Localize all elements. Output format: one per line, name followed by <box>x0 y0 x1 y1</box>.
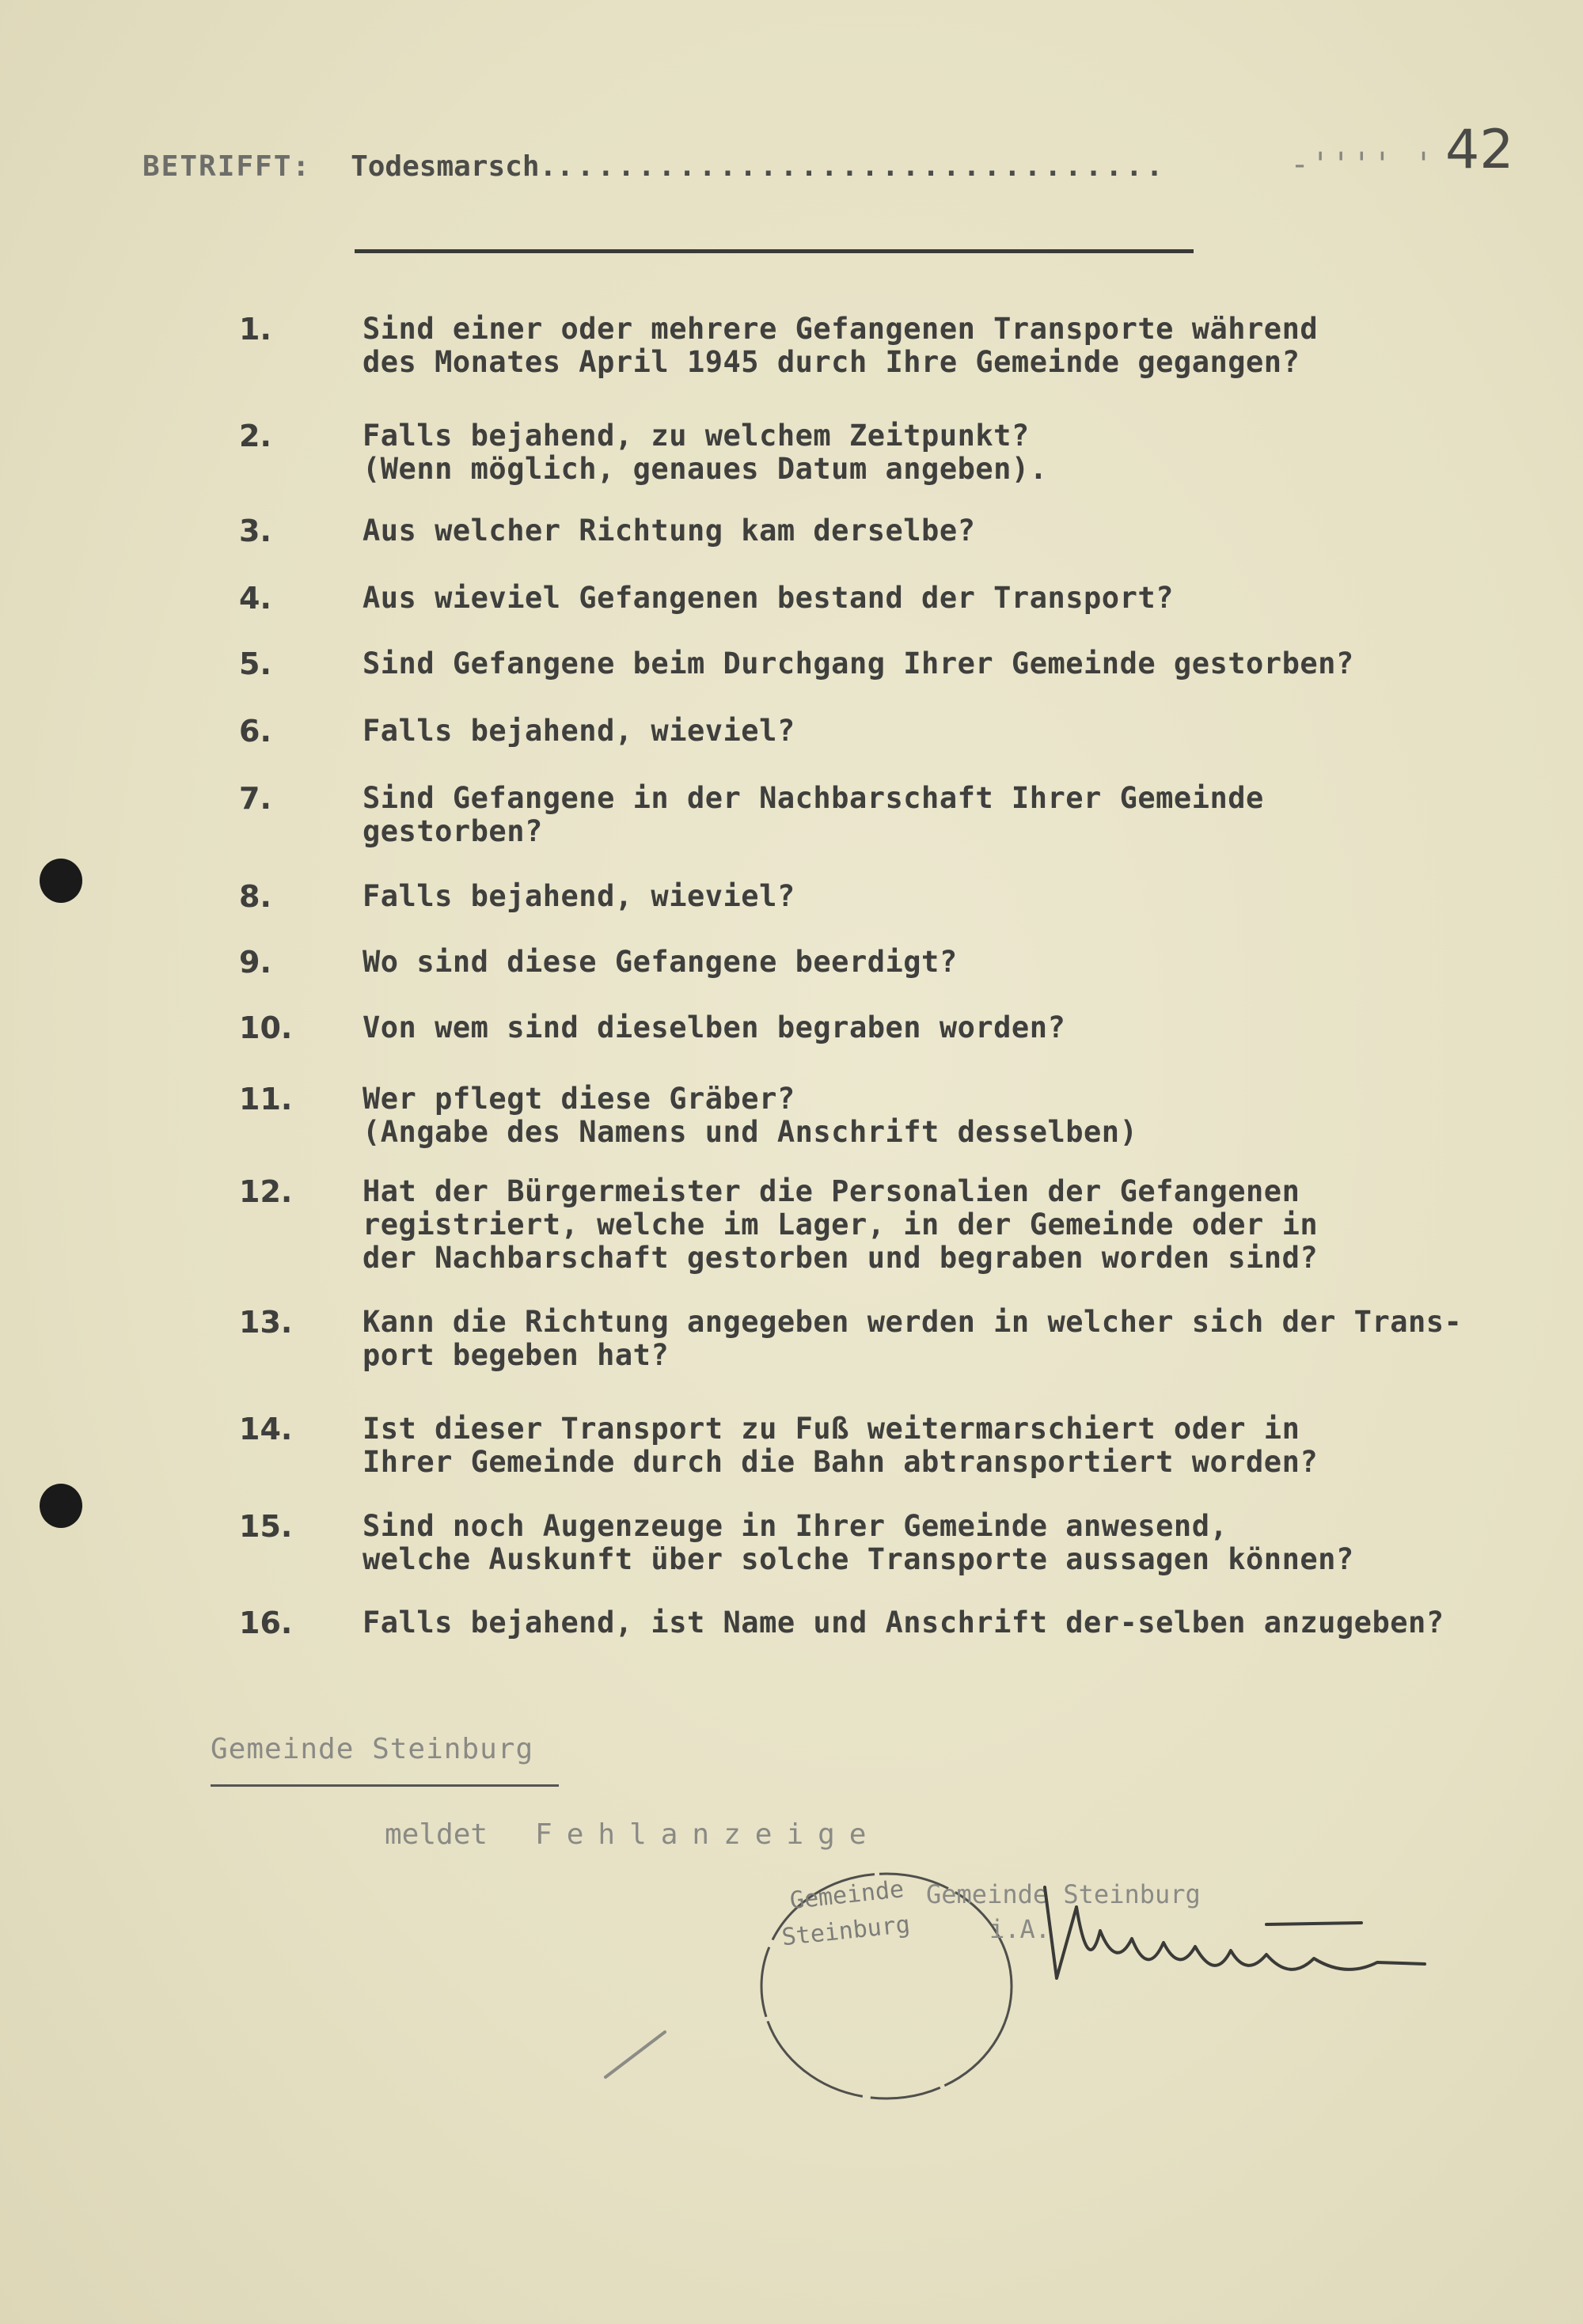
punch-hole <box>40 1484 82 1528</box>
question-text: Sind Gefangene in der Nachbarschaft Ihrer Gemeinde gestorben? <box>363 781 1264 848</box>
question-number: 1. <box>239 312 271 347</box>
seal-text-municipality: Gemeinde <box>788 1875 905 1916</box>
signoff-municipality: Gemeinde Steinburg <box>926 1879 1201 1909</box>
question-text: Sind Gefangene beim Durchgang Ihrer Gemeinde gestorben? <box>363 646 1354 681</box>
header-underline <box>355 249 1194 253</box>
question-text: Falls bejahend, zu welchem Zeitpunkt? (Wenn möglich, genaues Datum angeben). <box>363 419 1048 486</box>
question-text: Ist dieser Transport zu Fuß weitermarschiert oder in Ihrer Gemeinde durch die Bahn abtransportiert worden? <box>363 1412 1319 1479</box>
question-number: 9. <box>239 945 271 980</box>
question-number: 4. <box>239 581 271 616</box>
question-text: Aus wieviel Gefangenen bestand der Transport? <box>363 581 1174 615</box>
question-text: Wer pflegt diese Gräber? (Angabe des Namens und Anschrift desselben) <box>363 1082 1138 1149</box>
page-mark: -'''' ' <box>1290 146 1435 183</box>
question-number: 11. <box>239 1082 293 1117</box>
question-text: Aus welcher Richtung kam derselbe? <box>363 514 976 548</box>
report-prefix: meldet <box>385 1818 488 1851</box>
question-text: Von wem sind dieselben begraben worden? <box>363 1010 1066 1044</box>
pencil-mark <box>602 2026 673 2081</box>
question-text: Sind noch Augenzeuge in Ihrer Gemeinde anwesend, welche Auskunft über solche Transporte aussagen können? <box>363 1509 1354 1576</box>
question-number: 8. <box>239 879 271 914</box>
question-text: Hat der Bürgermeister die Personalien der Gefangenen registriert, welche im Lager, in der Gemeinde oder in der Nachbarschaft gestorben und begraben worden sind? <box>363 1174 1319 1275</box>
page-number: 42 <box>1445 119 1514 181</box>
question-number: 2. <box>239 419 271 453</box>
question-number: 6. <box>239 714 271 749</box>
question-number: 7. <box>239 781 271 816</box>
question-text: Falls bejahend, wieviel? <box>363 879 795 913</box>
punch-hole <box>40 859 82 903</box>
handwritten-signature <box>1029 1883 1441 2002</box>
seal-text-town: Steinburg <box>780 1910 912 1952</box>
question-number: 15. <box>239 1509 293 1544</box>
document-header <box>142 150 1219 183</box>
question-text: Sind einer oder mehrere Gefangenen Transporte während des Monates April 1945 durch Ihre Gemeinde gegangen? <box>363 312 1319 379</box>
signoff-on-behalf: i.A. <box>989 1914 1051 1944</box>
question-text: Falls bejahend, wieviel? <box>363 714 795 748</box>
question-number: 14. <box>239 1412 293 1446</box>
subject-value: Todesmarsch. <box>351 150 557 183</box>
question-number: 10. <box>239 1010 293 1045</box>
report-line <box>385 1818 880 1851</box>
question-number: 5. <box>239 646 271 681</box>
municipality-name: Gemeinde Steinburg <box>211 1733 534 1765</box>
municipality-underline <box>211 1784 559 1787</box>
report-value: Fehlanzeige <box>535 1818 881 1851</box>
question-number: 13. <box>239 1305 293 1340</box>
subject-label: BETRIFFT: <box>142 150 312 183</box>
question-number: 3. <box>239 514 271 548</box>
question-text: Kann die Richtung angegeben werden in welcher sich der Trans- port begeben hat? <box>363 1305 1463 1372</box>
subject-dots: .............................. <box>556 150 1167 183</box>
question-text: Wo sind diese Gefangene beerdigt? <box>363 945 958 979</box>
question-text: Falls bejahend, ist Name und Anschrift der-selben anzugeben? <box>363 1606 1444 1640</box>
question-number: 16. <box>239 1606 293 1640</box>
question-number: 12. <box>239 1174 293 1209</box>
